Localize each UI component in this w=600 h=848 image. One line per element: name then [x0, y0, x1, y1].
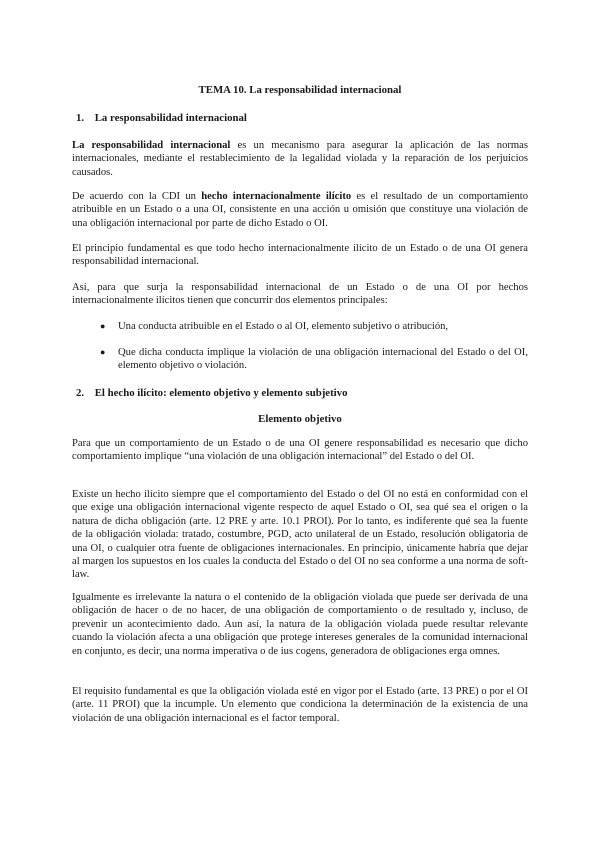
paragraph-3: El principio fundamental es que todo hecho internacionalmente ilícito de un Estado o de una OI genera responsabilidad internacional. — [72, 243, 528, 268]
paragraph-2-bold: hecho internacionalmente ilícito — [201, 191, 352, 202]
paragraph-1-text: es un mecanismo para asegurar la aplicación de las normas internacionales, mediante el restablecimiento de la legalidad violada y la reparación de los perjuicios causados. — [72, 140, 528, 178]
paragraph-7: Igualmente es irrelevante la natura o el contenido de la obligación violada que puede ser derivada de una obligación de hacer o de no hacer, de una obligación de comportamiento o de resultado y, incluso, de prevenir un acontecimiento dado. Aun así, la natura de la obligación violada puede resultar relevante cuando la violación afecta a una obligación que protege intereses generales de la comunidad internacional en conjunto, es decir, una norma imperativa o de ius cogens, generadora de obligaciones erga omnes. — [72, 592, 528, 657]
section-2-title: El hecho ilícito: elemento objetivo y elemento subjetivo — [94, 387, 348, 399]
bullet-dot-icon: ● — [100, 321, 106, 331]
section-2-heading — [76, 387, 347, 400]
paragraph-1-bold: La responsabilidad internacional — [72, 140, 231, 151]
paragraph-8: El requisito fundamental es que la obligación violada esté en vigor por el Estado (arte. 13 PRE) o por el OI (arte. 11 PROI) que la incumple. Un elemento que condiciona la determinación de la existencia de una violación de una obligación internacional es el factor temporal. — [72, 686, 528, 724]
section-1-title: La responsabilidad internacional — [94, 112, 247, 124]
paragraph-5: Para que un comportamiento de un Estado o de una OI genere responsabilidad es necesario que dicho comportamiento implique “una violación de una obligación internacional” del Estado o del OI. — [72, 438, 528, 463]
paragraph-1 — [72, 139, 528, 179]
paragraph-2 — [72, 190, 528, 230]
subheading-elemento-objetivo: Elemento objetivo — [258, 413, 342, 425]
paragraph-2-lead: De acuerdo con la CDI un — [72, 191, 202, 202]
paragraph-6: Existe un hecho ilícito siempre que el comportamiento del Estado o del OI no está en conformidad con el que exige una obligación internacional vigente respecto de aquel Estado o OI, sea qué sea el origen o la natura de dicha obligación (arte. 12 PRE y arte. 10.1 PROI). Por lo tanto, es indiferente qué sea la fuente de la obligación violada: tratado, costumbre, PGD, acto unilateral de un Estado, resolución obligatoria de una OI, o cualquier otra fuente de obligaciones internacionales. En principio, únicamente habría que dejar al margen los supuestos en los cuales la conducta del Estado o del OI no sea conforme a una norma de soft-law. — [72, 489, 528, 581]
document-title: TEMA 10. La responsabilidad internacional — [198, 84, 402, 96]
bullet-item-2 — [100, 346, 528, 373]
bullet-dot-icon: ● — [100, 347, 106, 357]
bullet-item-1 — [100, 320, 528, 333]
bullet-item-2-text: Que dicha conducta implique la violación de una obligación internacional del Estado o del OI, elemento objetivo o violación. — [118, 347, 528, 372]
section-2-number: 2. — [76, 387, 85, 399]
section-1-heading — [76, 112, 247, 125]
bullet-item-1-text: Una conducta atribuible en el Estado o al OI, elemento subjetivo o atribución, — [118, 321, 449, 332]
section-1-number: 1. — [76, 112, 85, 124]
paragraph-4: Así, para que surja la responsabilidad internacional de un Estado o de una OI por hechos internacionalmente ilícitos tienen que concurrir dos elementos principales: — [72, 282, 528, 307]
paragraph-2-text: es el resultado de un comportamiento atribuible en un Estado o a una OI, consistente en una acción u omisión que constituye una violación de una obligación internacional por parte de dicho Estado o OI. — [72, 191, 528, 229]
